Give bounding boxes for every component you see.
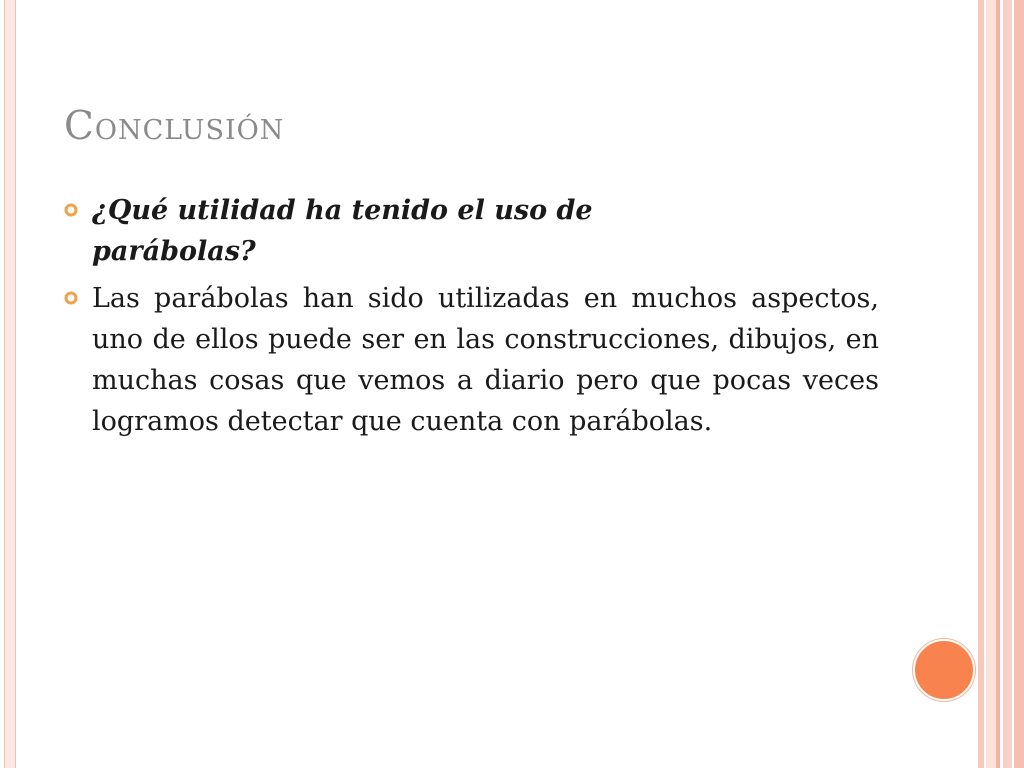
orange-circle-decoration xyxy=(913,639,975,701)
bullet-item-answer xyxy=(64,278,879,442)
stripe xyxy=(986,0,996,768)
bullet-item-question xyxy=(64,190,712,272)
bullet-list xyxy=(64,190,879,448)
slide-title: Conclusión xyxy=(64,104,285,149)
circle-bullet-icon xyxy=(64,203,78,217)
bullet-text: Las parábolas han sido utilizadas en muchos aspectos, uno de ellos puede ser en las construcciones, dibujos, en muchas cosas que vemos a diario pero que pocas veces logramos detectar que cuenta con parábolas. xyxy=(92,283,879,437)
circle-bullet-icon xyxy=(64,291,78,305)
left-border-decoration xyxy=(4,0,16,768)
stripe xyxy=(1014,0,1024,768)
bullet-text: ¿Qué utilidad ha tenido el uso de parábolas? xyxy=(92,195,593,267)
right-stripes-decoration xyxy=(978,0,1024,768)
stripe xyxy=(1003,0,1012,768)
